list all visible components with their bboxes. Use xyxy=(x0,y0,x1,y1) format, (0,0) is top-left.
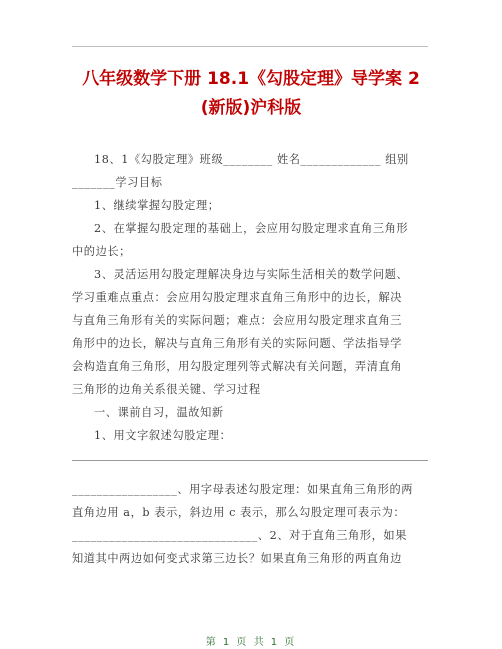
paragraph-line: 角形中的边长，解决与直角三角形有关的实际问题、学法指导学 xyxy=(72,337,403,350)
paragraph-line: 1、用文字叙述勾股定理： xyxy=(94,429,232,442)
section-heading: 一、课前自习，温故知新 xyxy=(94,406,224,419)
paragraph-line: 学习重难点重点：会应用勾股定理求直角三角形中的边长，解决 xyxy=(72,291,403,304)
paragraph-line: 中的边长； xyxy=(72,245,131,258)
header-divider xyxy=(72,46,428,47)
paragraph-line: _________________、用字母表述勾股定理：如果直角三角形的两 xyxy=(72,483,414,496)
document-title-line-1: 八年级数学下册 18.1《勾股定理》导学案 2 xyxy=(82,69,420,89)
answer-blank-line xyxy=(72,460,428,461)
paragraph-line: 直角边用 a，b 表示，斜边用 c 表示，那么勾股定理可表示为： xyxy=(72,506,406,519)
page-footer: 第 1 页 共 1 页 xyxy=(205,637,297,648)
paragraph-line: ______________________________、2、对于直角三角形，如果 xyxy=(72,529,407,542)
paragraph-line: 1、继续掌握勾股定理； xyxy=(94,199,220,212)
paragraph-line: 会构造直角三角形，用勾股定理列等式解决有关问题，弄清直角 xyxy=(72,360,403,373)
paragraph-line: 18、1《勾股定理》班级________ 姓名_____________ 组别 xyxy=(94,153,409,166)
document-title-line-2: (新版)沪科版 xyxy=(200,98,302,118)
paragraph-line: _______学习目标 xyxy=(72,176,163,189)
paragraph-line: 与直角三角形有关的实际问题；难点：会应用勾股定理求直角三 xyxy=(72,314,403,327)
paragraph-line: 三角形的边角关系很关键、学习过程 xyxy=(72,383,261,396)
paragraph-line: 2、在掌握勾股定理的基础上，会应用勾股定理求直角三角形 xyxy=(94,222,409,235)
paragraph-line: 知道其中两边如何变式求第三边长？如果直角三角形的两直角边 xyxy=(72,552,403,565)
paragraph-line: 3、灵活运用勾股定理解决身边与实际生活相关的数学问题、 xyxy=(94,268,409,281)
